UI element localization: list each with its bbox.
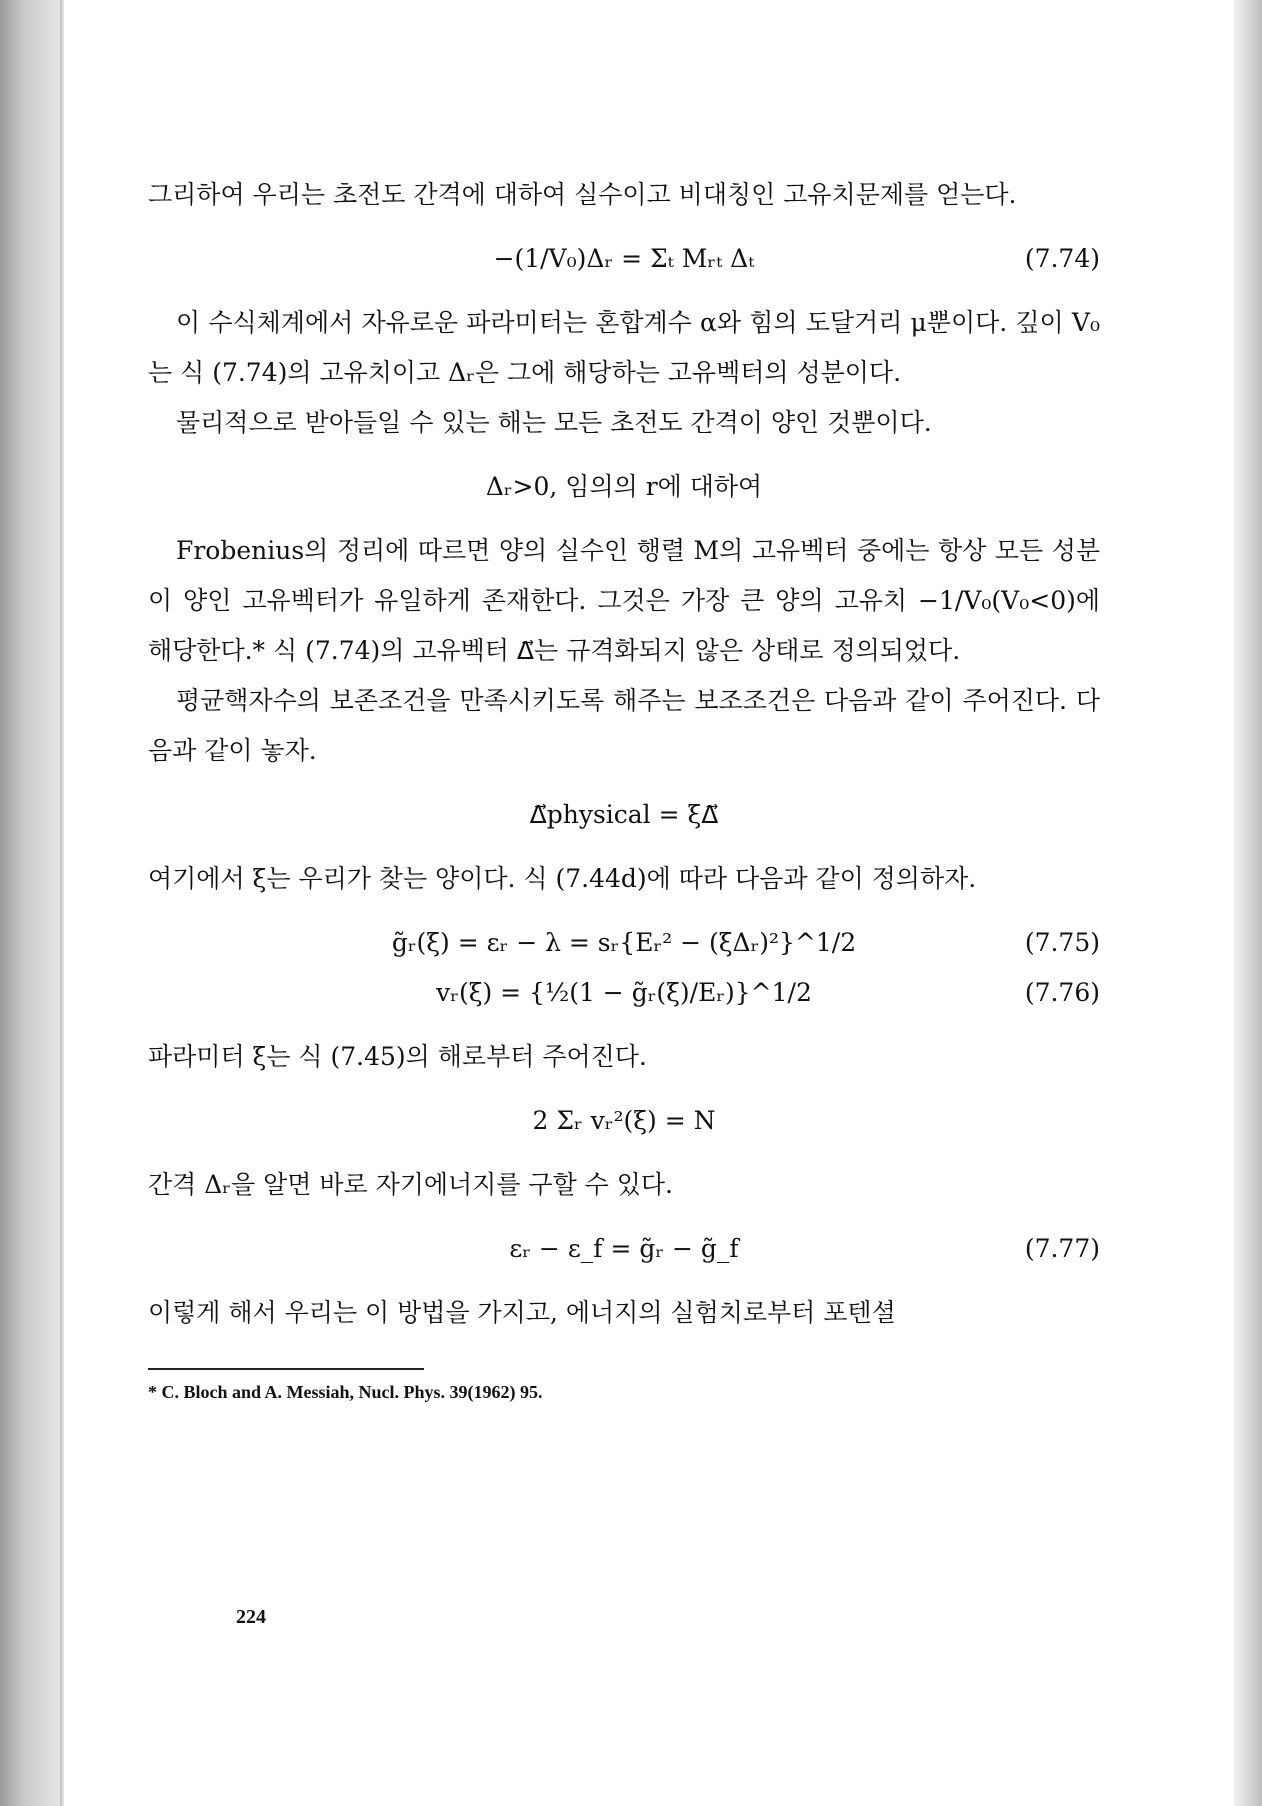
paragraph-4: Frobenius의 정리에 따르면 양의 실수인 행렬 M의 고유벡터 중에는 항상 모든 성분이 양인 고유벡터가 유일하게 존재한다. 그것은 가장 큰 양의 고유치 −1/V₀(V₀<0)에 해당한다.* 식 (7.74)의 고유벡터 Δ⃗는 규격화되지 않은 상태로 정의되었다. (148, 536, 1100, 665)
paragraph-7: 파라미터 ξ는 식 (7.45)의 해로부터 주어진다. (148, 1042, 647, 1071)
equation-number: (7.76) (1024, 978, 1100, 1007)
paragraph-3: 물리적으로 받아들일 수 있는 해는 모든 초전도 간격이 양인 것뿐이다. (176, 408, 932, 437)
paragraph-8: 간격 Δᵣ을 알면 바로 자기에너지를 구할 수 있다. (148, 1170, 674, 1199)
book-spine-left (0, 0, 60, 1806)
paragraph-9: 이렇게 해서 우리는 이 방법을 가지고, 에너지의 실험치로부터 포텐셜 (148, 1298, 896, 1327)
equation-text: vᵣ(ξ) = {½(1 − g̃ᵣ(ξ)/Eᵣ)}^1/2 (436, 978, 812, 1007)
equation-7-74 (148, 234, 1100, 284)
equation-7-75 (148, 918, 1100, 968)
equation-text: Δ⃗physical = ξΔ⃗ (529, 800, 719, 829)
paragraph-5: 평균핵자수의 보존조건을 만족시키도록 해주는 보조조건은 다음과 같이 주어진다. 다음과 같이 놓자. (148, 686, 1100, 765)
equation-text: Δᵣ>0, 임의의 r에 대하여 (485, 472, 763, 501)
equation-text: g̃ᵣ(ξ) = εᵣ − λ = sᵣ{Eᵣ² − (ξΔᵣ)²}^1/2 (391, 928, 857, 957)
paragraph-1: 그리하여 우리는 초전도 간격에 대하여 실수이고 비대칭인 고유치문제를 얻는다. (148, 180, 1017, 209)
equation-number: (7.74) (1024, 244, 1100, 273)
equation-text: εᵣ − ε_f = g̃ᵣ − g̃_f (509, 1234, 739, 1263)
condition-equation (148, 462, 1100, 512)
equation-text: −(1/V₀)Δᵣ = Σₜ Mᵣₜ Δₜ (493, 244, 755, 273)
equation-number: (7.75) (1024, 928, 1100, 957)
page-content (148, 170, 1100, 1406)
paragraph-6: 여기에서 ξ는 우리가 찾는 양이다. 식 (7.44d)에 따라 다음과 같이 정의하자. (148, 864, 977, 893)
physical-gap-equation (148, 790, 1100, 840)
equation-text: 2 Σᵣ vᵣ²(ξ) = N (532, 1106, 716, 1135)
equation-7-76 (148, 968, 1100, 1018)
footnote-divider (148, 1368, 424, 1370)
paragraph-2: 이 수식체계에서 자유로운 파라미터는 혼합계수 α와 힘의 도달거리 μ뿐이다. 깊이 V₀는 식 (7.74)의 고유치이고 Δᵣ은 그에 해당하는 고유벡터의 성분이다. (148, 308, 1100, 387)
book-edge-right (1234, 0, 1262, 1806)
normalization-equation (148, 1096, 1100, 1146)
equation-number: (7.77) (1024, 1234, 1100, 1263)
equation-7-77 (148, 1224, 1100, 1274)
page-number: 224 (236, 1606, 266, 1628)
footnote: * C. Bloch and A. Messiah, Nucl. Phys. 39(1962) 95. (148, 1382, 543, 1402)
